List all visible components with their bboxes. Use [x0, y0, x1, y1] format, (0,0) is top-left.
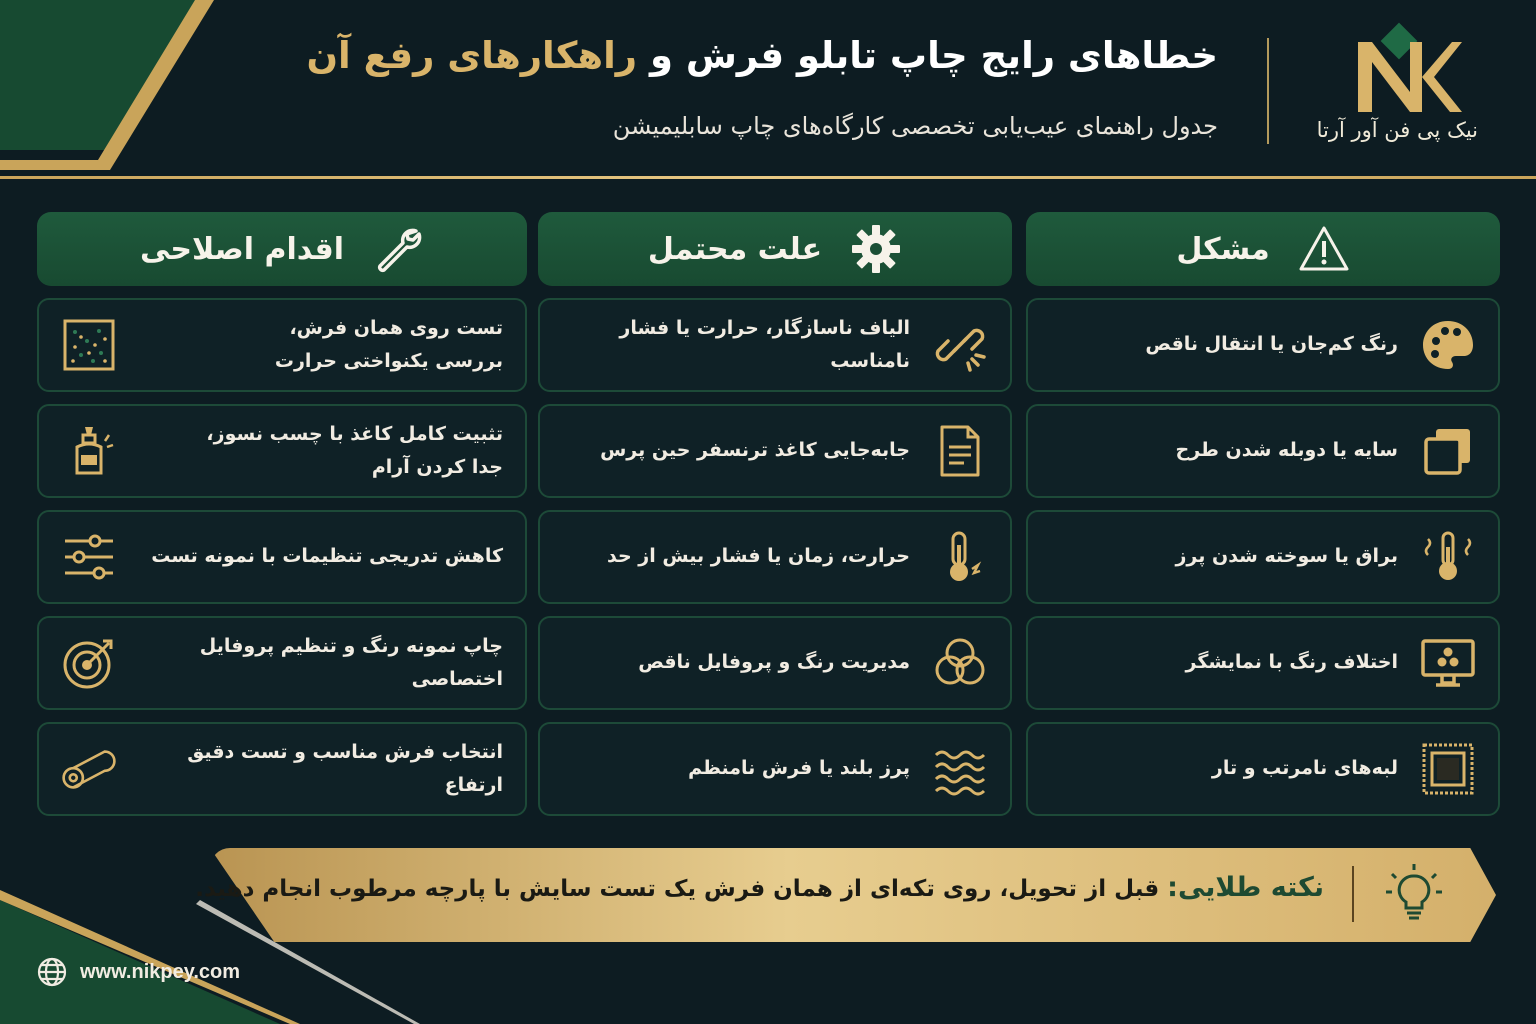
page-subtitle: جدول راهنمای عیب‌یابی تخصصی کارگاه‌های چاپ سابلیمیشن	[612, 112, 1218, 140]
document-icon	[932, 423, 988, 479]
tip-label: نکته طلایی:	[1167, 872, 1324, 903]
action-text-4-line1: چاپ نمونه رنگ و تنظیم پروفایل	[199, 634, 503, 657]
action-text-2	[206, 418, 503, 485]
cause-cell-2	[538, 404, 1012, 498]
problem-cell-4	[1026, 616, 1500, 710]
duplicate-squares-icon	[1420, 423, 1476, 479]
cause-cell-4	[538, 616, 1012, 710]
header-divider	[1267, 38, 1269, 144]
color-circles-icon	[932, 635, 988, 691]
website-link[interactable]	[36, 956, 240, 988]
cause-text-3: حرارت، زمان یا فشار بیش از حد	[607, 545, 910, 568]
cause-cell-3	[538, 510, 1012, 604]
action-text-3	[151, 540, 503, 573]
wrench-icon	[372, 223, 424, 275]
action-text-3-line1: کاهش تدریجی تنظیمات با نمونه تست	[151, 545, 503, 568]
action-cell-2	[37, 404, 527, 498]
action-text-4-line2: اختصاصی	[411, 668, 503, 690]
action-text-2-line2: جدا کردن آرام	[371, 456, 503, 478]
target-icon	[61, 635, 117, 691]
column-header-problem	[1026, 212, 1500, 286]
column-label-action: اقدام اصلاحی	[140, 231, 344, 267]
action-text-1-line1: تست روی همان فرش،	[289, 316, 503, 339]
problem-cell-2	[1026, 404, 1500, 498]
action-text-2-line1: تثبیت کامل کاغذ با چسب نسوز،	[206, 422, 503, 445]
problem-cell-1	[1026, 298, 1500, 392]
action-text-1	[275, 312, 503, 379]
problem-text-4: اختلاف رنگ با نمایشگر	[1185, 651, 1398, 674]
problem-text-3: براق یا سوخته شدن پرز	[1175, 545, 1398, 568]
globe-icon	[36, 956, 68, 988]
palette-icon	[1420, 317, 1476, 373]
waves-icon	[932, 741, 988, 797]
title-highlight: راهکارهای رفع آن	[306, 34, 638, 77]
problem-cell-3	[1026, 510, 1500, 604]
problem-cell-5	[1026, 722, 1500, 816]
action-text-5-line1: انتخاب فرش مناسب و تست دقیق ارتفاع	[187, 740, 503, 796]
brand-name: نیک پی فن آور آرتا	[1316, 118, 1478, 142]
website-url[interactable]: www.nikpey.com	[80, 960, 241, 983]
cause-text-1: الیاف ناسازگار، حرارت یا فشار نامناسب	[619, 316, 910, 372]
action-text-5	[139, 736, 503, 803]
action-cell-5	[37, 722, 527, 816]
monitor-icon	[1420, 635, 1476, 691]
cause-text-2: جابه‌جایی کاغذ ترنسفر حین پرس	[600, 439, 910, 462]
sliders-icon	[61, 529, 117, 585]
page-title	[306, 34, 1218, 77]
problem-text-5: لبه‌های نامرتب و تار	[1211, 757, 1398, 780]
glue-bottle-icon	[61, 423, 117, 479]
carpet-roll-icon	[61, 741, 117, 797]
column-header-action	[37, 212, 527, 286]
problem-text-1: رنگ کم‌جان یا انتقال ناقص	[1145, 333, 1398, 356]
warning-icon	[1298, 223, 1350, 275]
tip-body: قبل از تحویل، روی تکه‌ای از همان فرش یک تست سایش با پارچه مرطوب انجام دهید.	[195, 876, 1160, 902]
action-cell-3	[37, 510, 527, 604]
action-text-1-line2: بررسی یکنواختی حرارت	[274, 350, 503, 372]
action-cell-4	[37, 616, 527, 710]
action-text-4	[200, 630, 503, 697]
broken-link-icon	[932, 317, 988, 373]
tip-separator	[1352, 866, 1354, 922]
texture-test-icon	[61, 317, 117, 373]
column-header-cause	[538, 212, 1012, 286]
thermometer-icon	[932, 529, 988, 585]
gear-icon	[850, 223, 902, 275]
cause-text-5: پرز بلند یا فرش نامنظم	[688, 757, 910, 780]
cause-cell-5	[538, 722, 1012, 816]
tip-text	[195, 872, 1324, 903]
corner-decoration-top-left	[0, 0, 300, 190]
hot-thermometer-icon	[1420, 529, 1476, 585]
column-label-problem: مشکل	[1176, 231, 1270, 267]
cause-text-4: مدیریت رنگ و پروفایل ناقص	[638, 651, 910, 674]
action-cell-1	[37, 298, 527, 392]
cause-cell-1	[538, 298, 1012, 392]
lightbulb-icon	[1382, 862, 1446, 926]
problem-text-2: سایه یا دوبله شدن طرح	[1175, 439, 1398, 462]
frame-edge-icon	[1420, 741, 1476, 797]
brand-logo-icon	[1352, 22, 1462, 118]
title-main: خطاهای رایج چاپ تابلو فرش و	[649, 34, 1218, 77]
header-gold-line	[0, 176, 1536, 179]
column-label-cause: علت محتمل	[647, 231, 823, 267]
